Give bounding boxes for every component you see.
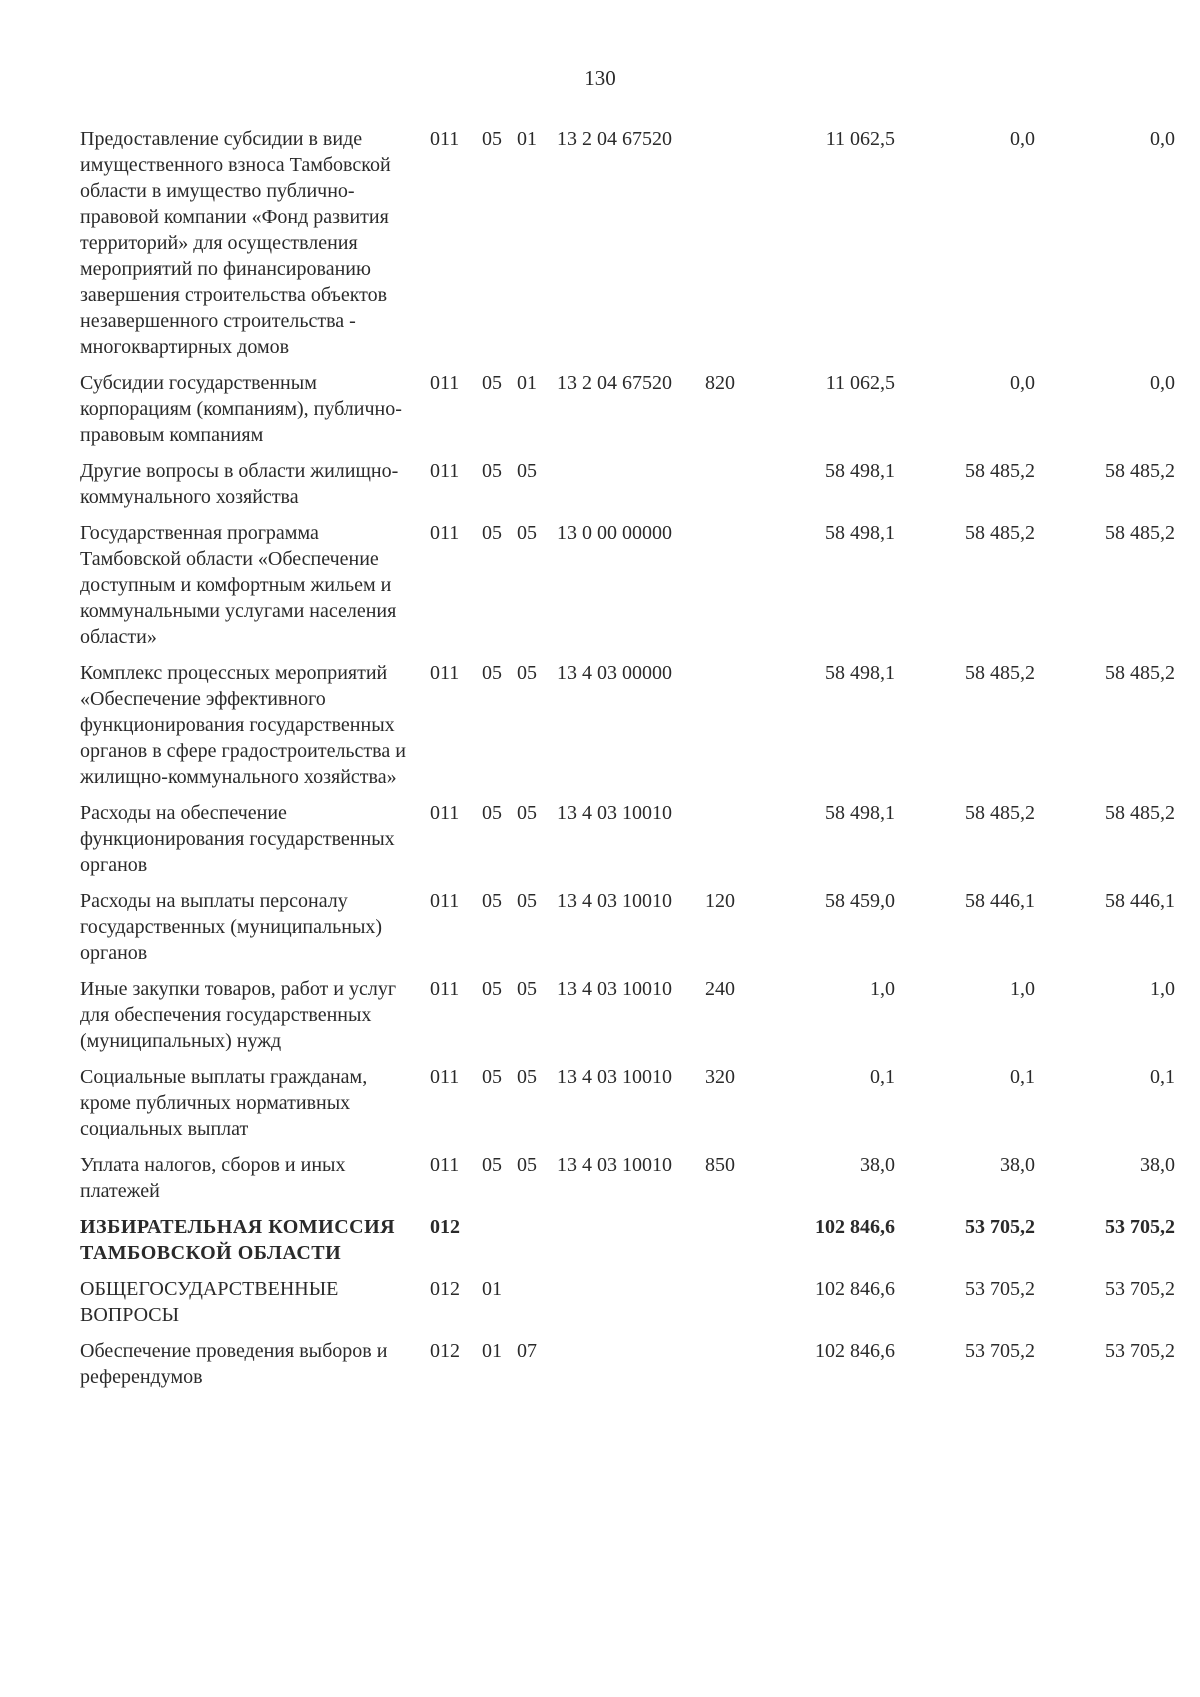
- row-pr: 05: [517, 522, 537, 544]
- row-pr: [517, 1214, 557, 1276]
- row-vr: 850: [705, 1154, 735, 1176]
- row-vr: 120: [705, 890, 735, 912]
- row-year1: 102 846,6: [815, 1278, 895, 1300]
- row-pr: 01: [517, 128, 537, 150]
- row-name: Социальные выплаты гражданам, кроме публичных нормативных социальных выплат: [80, 1066, 368, 1140]
- row-vr: 320: [705, 1066, 735, 1088]
- row-year1: 58 498,1: [825, 802, 895, 824]
- row-year2: 1,0: [1010, 978, 1035, 1000]
- table-row: [80, 1064, 1175, 1152]
- table-row: [80, 1276, 1175, 1338]
- row-year3: 58 485,2: [1105, 662, 1175, 684]
- row-gr: 012: [430, 1216, 460, 1238]
- row-rz: 01: [482, 1340, 502, 1362]
- row-rz: 01: [482, 1278, 502, 1300]
- row-name: Субсидии государственным корпорациям (компаниям), публично-правовым компаниям: [80, 372, 402, 446]
- row-year1: 58 498,1: [825, 522, 895, 544]
- table-row: [80, 126, 1175, 370]
- row-csr: [557, 1338, 705, 1400]
- row-year2: 53 705,2: [965, 1278, 1035, 1300]
- row-rz: 05: [482, 662, 502, 684]
- row-name: Иные закупки товаров, работ и услуг для обеспечения государственных (муниципальных) нужд: [80, 978, 397, 1052]
- row-name: Комплекс процессных мероприятий «Обеспечение эффективного функционирования государственных органов в сфере градостроительства и жилищно-коммунального хозяйства»: [80, 662, 406, 788]
- row-csr: 13 4 03 10010: [557, 890, 672, 912]
- budget-table: [80, 126, 1175, 1400]
- table-row: [80, 888, 1175, 976]
- row-vr: [705, 1276, 775, 1338]
- row-year1: 102 846,6: [815, 1340, 895, 1362]
- row-rz: 05: [482, 522, 502, 544]
- row-vr: [705, 458, 775, 520]
- row-year3: 58 446,1: [1105, 890, 1175, 912]
- row-rz: [482, 1214, 517, 1276]
- row-gr: 011: [430, 522, 460, 544]
- row-year3: 1,0: [1150, 978, 1175, 1000]
- row-year2: 38,0: [1000, 1154, 1035, 1176]
- row-vr: [705, 660, 775, 800]
- row-name: Предоставление субсидии в виде имущественного взноса Тамбовской области в имущество публично-правовой компании «Фонд развития территорий» для осуществления мероприятий по финансированию завершения строительства объектов незавершенного строительства - многоквартирных домов: [80, 128, 391, 358]
- page-number: 130: [584, 66, 616, 90]
- row-year2: 58 485,2: [965, 460, 1035, 482]
- row-year1: 102 846,6: [815, 1216, 895, 1238]
- row-year3: 53 705,2: [1105, 1216, 1175, 1238]
- row-rz: 05: [482, 978, 502, 1000]
- row-csr: 13 0 00 00000: [557, 522, 672, 544]
- row-gr: 011: [430, 460, 460, 482]
- row-gr: 011: [430, 128, 460, 150]
- row-year1: 58 498,1: [825, 460, 895, 482]
- row-name: Уплата налогов, сборов и иных платежей: [80, 1154, 346, 1202]
- row-csr: 13 4 03 10010: [557, 1066, 672, 1088]
- row-csr: 13 2 04 67520: [557, 128, 672, 150]
- row-year3: 0,0: [1150, 372, 1175, 394]
- row-year3: 38,0: [1140, 1154, 1175, 1176]
- row-year2: 58 485,2: [965, 662, 1035, 684]
- row-pr: 05: [517, 460, 537, 482]
- row-year2: 58 485,2: [965, 522, 1035, 544]
- row-vr: [705, 126, 775, 370]
- row-rz: 05: [482, 128, 502, 150]
- row-pr: 05: [517, 1154, 537, 1176]
- row-pr: 07: [517, 1340, 537, 1362]
- row-csr: 13 2 04 67520: [557, 372, 672, 394]
- row-rz: 05: [482, 1066, 502, 1088]
- row-year3: 58 485,2: [1105, 460, 1175, 482]
- row-gr: 012: [430, 1278, 460, 1300]
- row-csr: 13 4 03 10010: [557, 1154, 672, 1176]
- row-gr: 011: [430, 372, 460, 394]
- row-pr: 05: [517, 1066, 537, 1088]
- row-year2: 0,1: [1010, 1066, 1035, 1088]
- row-year3: 53 705,2: [1105, 1278, 1175, 1300]
- row-csr: [557, 1276, 705, 1338]
- table-row: [80, 1152, 1175, 1214]
- row-gr: 011: [430, 662, 460, 684]
- row-rz: 05: [482, 460, 502, 482]
- row-year3: 58 485,2: [1105, 802, 1175, 824]
- row-year2: 58 446,1: [965, 890, 1035, 912]
- row-pr: 05: [517, 890, 537, 912]
- row-year1: 38,0: [860, 1154, 895, 1176]
- row-pr: [517, 1276, 557, 1338]
- row-rz: 05: [482, 890, 502, 912]
- row-year1: 58 498,1: [825, 662, 895, 684]
- row-year1: 1,0: [870, 978, 895, 1000]
- table-row: [80, 1214, 1175, 1276]
- row-gr: 011: [430, 1154, 460, 1176]
- row-vr: [705, 800, 775, 888]
- row-rz: 05: [482, 1154, 502, 1176]
- table-row: [80, 976, 1175, 1064]
- row-name: ИЗБИРАТЕЛЬНАЯ КОМИССИЯ ТАМБОВСКОЙ ОБЛАСТИ: [80, 1216, 396, 1264]
- row-gr: 012: [430, 1340, 460, 1362]
- row-name: Государственная программа Тамбовской области «Обеспечение доступным и комфортным жильем и коммунальными услугами населения области»: [80, 522, 397, 648]
- table-row: [80, 800, 1175, 888]
- row-gr: 011: [430, 890, 460, 912]
- row-name: ОБЩЕГОСУДАРСТВЕННЫЕ ВОПРОСЫ: [80, 1278, 339, 1326]
- table-row: [80, 1338, 1175, 1400]
- row-name: Расходы на обеспечение функционирования государственных органов: [80, 802, 395, 876]
- row-year3: 58 485,2: [1105, 522, 1175, 544]
- table-row: [80, 370, 1175, 458]
- row-year2: 0,0: [1010, 128, 1035, 150]
- table-row: [80, 458, 1175, 520]
- row-year1: 11 062,5: [825, 128, 895, 150]
- row-csr: 13 4 03 10010: [557, 978, 672, 1000]
- row-year2: 0,0: [1010, 372, 1035, 394]
- row-gr: 011: [430, 802, 460, 824]
- row-vr: 820: [705, 372, 735, 394]
- table-row: [80, 660, 1175, 800]
- row-pr: 05: [517, 978, 537, 1000]
- row-gr: 011: [430, 1066, 460, 1088]
- row-name: Расходы на выплаты персоналу государственных (муниципальных) органов: [80, 890, 383, 964]
- row-name: Другие вопросы в области жилищно-коммунального хозяйства: [80, 460, 399, 508]
- row-year1: 0,1: [870, 1066, 895, 1088]
- row-rz: 05: [482, 802, 502, 824]
- row-gr: 011: [430, 978, 460, 1000]
- row-pr: 05: [517, 662, 537, 684]
- row-year3: 0,1: [1150, 1066, 1175, 1088]
- row-vr: [705, 1214, 775, 1276]
- row-csr: [557, 458, 705, 520]
- row-csr: 13 4 03 00000: [557, 662, 672, 684]
- row-year3: 53 705,2: [1105, 1340, 1175, 1362]
- row-vr: [705, 1338, 775, 1400]
- row-pr: 05: [517, 802, 537, 824]
- row-vr: [705, 520, 775, 660]
- row-vr: 240: [705, 978, 735, 1000]
- row-year2: 58 485,2: [965, 802, 1035, 824]
- table-row: [80, 520, 1175, 660]
- row-year1: 11 062,5: [825, 372, 895, 394]
- row-csr: 13 4 03 10010: [557, 802, 672, 824]
- row-name: Обеспечение проведения выборов и референдумов: [80, 1340, 388, 1388]
- row-pr: 01: [517, 372, 537, 394]
- row-year2: 53 705,2: [965, 1340, 1035, 1362]
- row-year2: 53 705,2: [965, 1216, 1035, 1238]
- row-year1: 58 459,0: [825, 890, 895, 912]
- row-csr: [557, 1214, 705, 1276]
- row-rz: 05: [482, 372, 502, 394]
- row-year3: 0,0: [1150, 128, 1175, 150]
